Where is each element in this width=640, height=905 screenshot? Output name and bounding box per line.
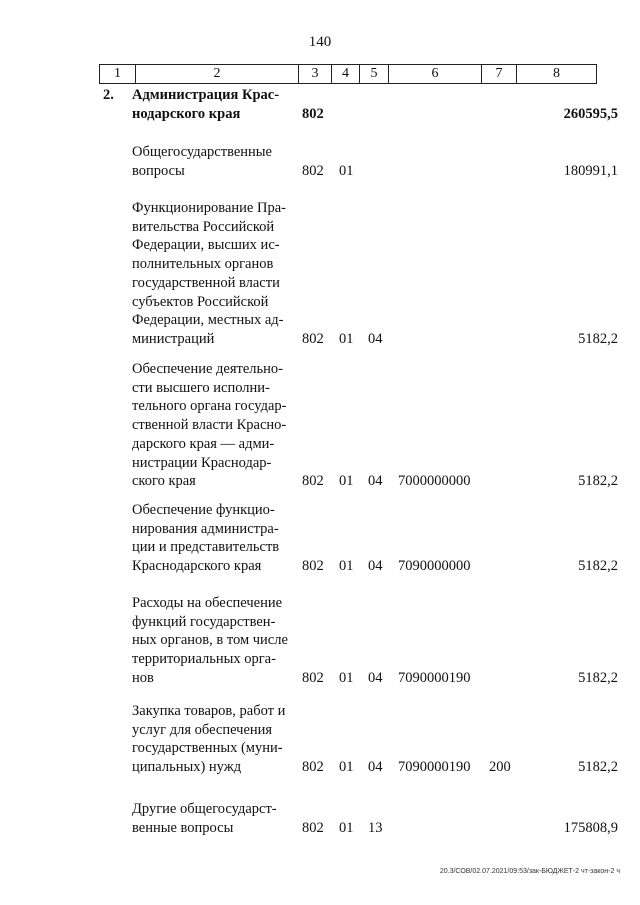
row-cell-c3: 802 — [302, 330, 324, 347]
column-header: 5 — [360, 65, 389, 84]
column-header-row — [100, 65, 597, 84]
row-cell-c5: 13 — [368, 819, 383, 836]
row-name-line: услуг для обеспечения — [132, 721, 273, 738]
row-name — [132, 143, 297, 180]
row-name-line: функций государствен- — [132, 613, 276, 630]
row-name-line: нистрации Краснодар- — [132, 454, 272, 471]
row-cell-c3: 802 — [302, 819, 324, 836]
row-cell-c8: 5182,2 — [578, 330, 618, 347]
footer-stamp: 20.3/СОВ/02.07.2021/09:53/зак-БЮДЖЕТ-2 чт-закон-2 ч — [439, 868, 620, 875]
row-cell-c4: 01 — [339, 819, 354, 836]
row-name-line: Федерации, высших ис- — [132, 237, 280, 254]
row-name — [132, 702, 297, 777]
row-cell-c6: 7090000000 — [398, 558, 471, 575]
row-name-line: нирования администра- — [132, 520, 279, 537]
row-cell-c8: 5182,2 — [578, 558, 618, 575]
column-header: 6 — [389, 65, 482, 84]
row-name-line: государственной власти — [132, 274, 280, 291]
row-name-line: Краснодарского края — [132, 558, 262, 575]
column-header: 3 — [299, 65, 332, 84]
row-name-line: территориальных орга- — [132, 651, 276, 668]
row-name — [132, 800, 297, 837]
row-cell-c8: 260595,5 — [563, 105, 618, 122]
row-name-line: министраций — [132, 330, 215, 347]
row-name-line: ных органов, в том числе — [132, 632, 288, 649]
column-header-table — [99, 64, 597, 84]
row-name-line: Администрация Крас- — [132, 87, 280, 103]
row-cell-c4: 01 — [339, 759, 354, 776]
row-name — [132, 86, 297, 123]
row-name-line: вопросы — [132, 162, 185, 179]
row-cell-c4: 01 — [339, 473, 354, 490]
row-cell-c4: 01 — [339, 330, 354, 347]
row-cell-c8: 5182,2 — [578, 473, 618, 490]
row-name-line: сти высшего исполни- — [132, 379, 270, 396]
row-cell-c8: 180991,1 — [563, 162, 618, 179]
row-name-line: ции и представительств — [132, 539, 280, 556]
row-name — [132, 594, 297, 688]
row-name-line: Общегосударственные — [132, 144, 272, 160]
row-cell-c5: 04 — [368, 473, 383, 490]
row-name-line: дарского края — адми- — [132, 435, 275, 452]
row-name-line: ципальных) нужд — [132, 759, 242, 776]
row-name-line: Другие общегосударст- — [132, 801, 277, 817]
row-cell-c3: 802 — [302, 558, 324, 575]
column-header: 8 — [517, 65, 597, 84]
row-cell-c8: 5182,2 — [578, 759, 618, 776]
row-name-line: Обеспечение деятельно- — [132, 361, 283, 377]
row-cell-c6: 7000000000 — [398, 473, 471, 490]
column-header: 2 — [136, 65, 299, 84]
row-cell-c3: 802 — [302, 473, 324, 490]
row-name-line: Функционирование Пра- — [132, 200, 286, 216]
row-name-line: Федерации, местных ад- — [132, 312, 284, 329]
row-name-line: нодарского края — [132, 105, 241, 122]
row-name-line: субъектов Российской — [132, 293, 269, 310]
row-name-line: вительства Российской — [132, 218, 275, 235]
row-cell-c5: 04 — [368, 759, 383, 776]
row-cell-c6: 7090000190 — [398, 669, 471, 686]
row-cell-c3: 802 — [302, 759, 324, 776]
row-cell-c5: 04 — [368, 669, 383, 686]
row-name — [132, 501, 297, 576]
row-name — [132, 360, 297, 491]
row-cell-c6: 7090000190 — [398, 759, 471, 776]
row-cell-c5: 04 — [368, 558, 383, 575]
row-cell-c3: 802 — [302, 162, 324, 179]
row-name-line: государственных (муни- — [132, 740, 283, 757]
column-header: 4 — [332, 65, 360, 84]
row-cell-c3: 802 — [302, 669, 324, 686]
row-name-line: Расходы на обеспечение — [132, 595, 283, 611]
page-number: 140 — [308, 34, 332, 50]
row-number: 2. — [103, 87, 114, 103]
row-cell-c4: 01 — [339, 558, 354, 575]
row-name-line: ственной власти Красно- — [132, 417, 287, 434]
row-cell-c4: 01 — [339, 162, 354, 179]
row-name — [132, 199, 297, 349]
row-cell-c5: 04 — [368, 330, 383, 347]
row-cell-c8: 175808,9 — [563, 819, 618, 836]
row-name-line: венные вопросы — [132, 819, 234, 836]
row-cell-c4: 01 — [339, 669, 354, 686]
row-name-line: нов — [132, 669, 154, 686]
row-cell-c8: 5182,2 — [578, 669, 618, 686]
column-header: 7 — [482, 65, 517, 84]
row-cell-c7: 200 — [489, 759, 511, 776]
row-name-line: Обеспечение функцио- — [132, 502, 275, 518]
row-name-line: Закупка товаров, работ и — [132, 703, 286, 719]
row-name-line: полнительных органов — [132, 256, 274, 273]
row-cell-c3: 802 — [302, 105, 324, 122]
row-name-line: тельного органа государ- — [132, 398, 287, 415]
column-header: 1 — [100, 65, 136, 84]
row-name-line: ского края — [132, 473, 196, 490]
